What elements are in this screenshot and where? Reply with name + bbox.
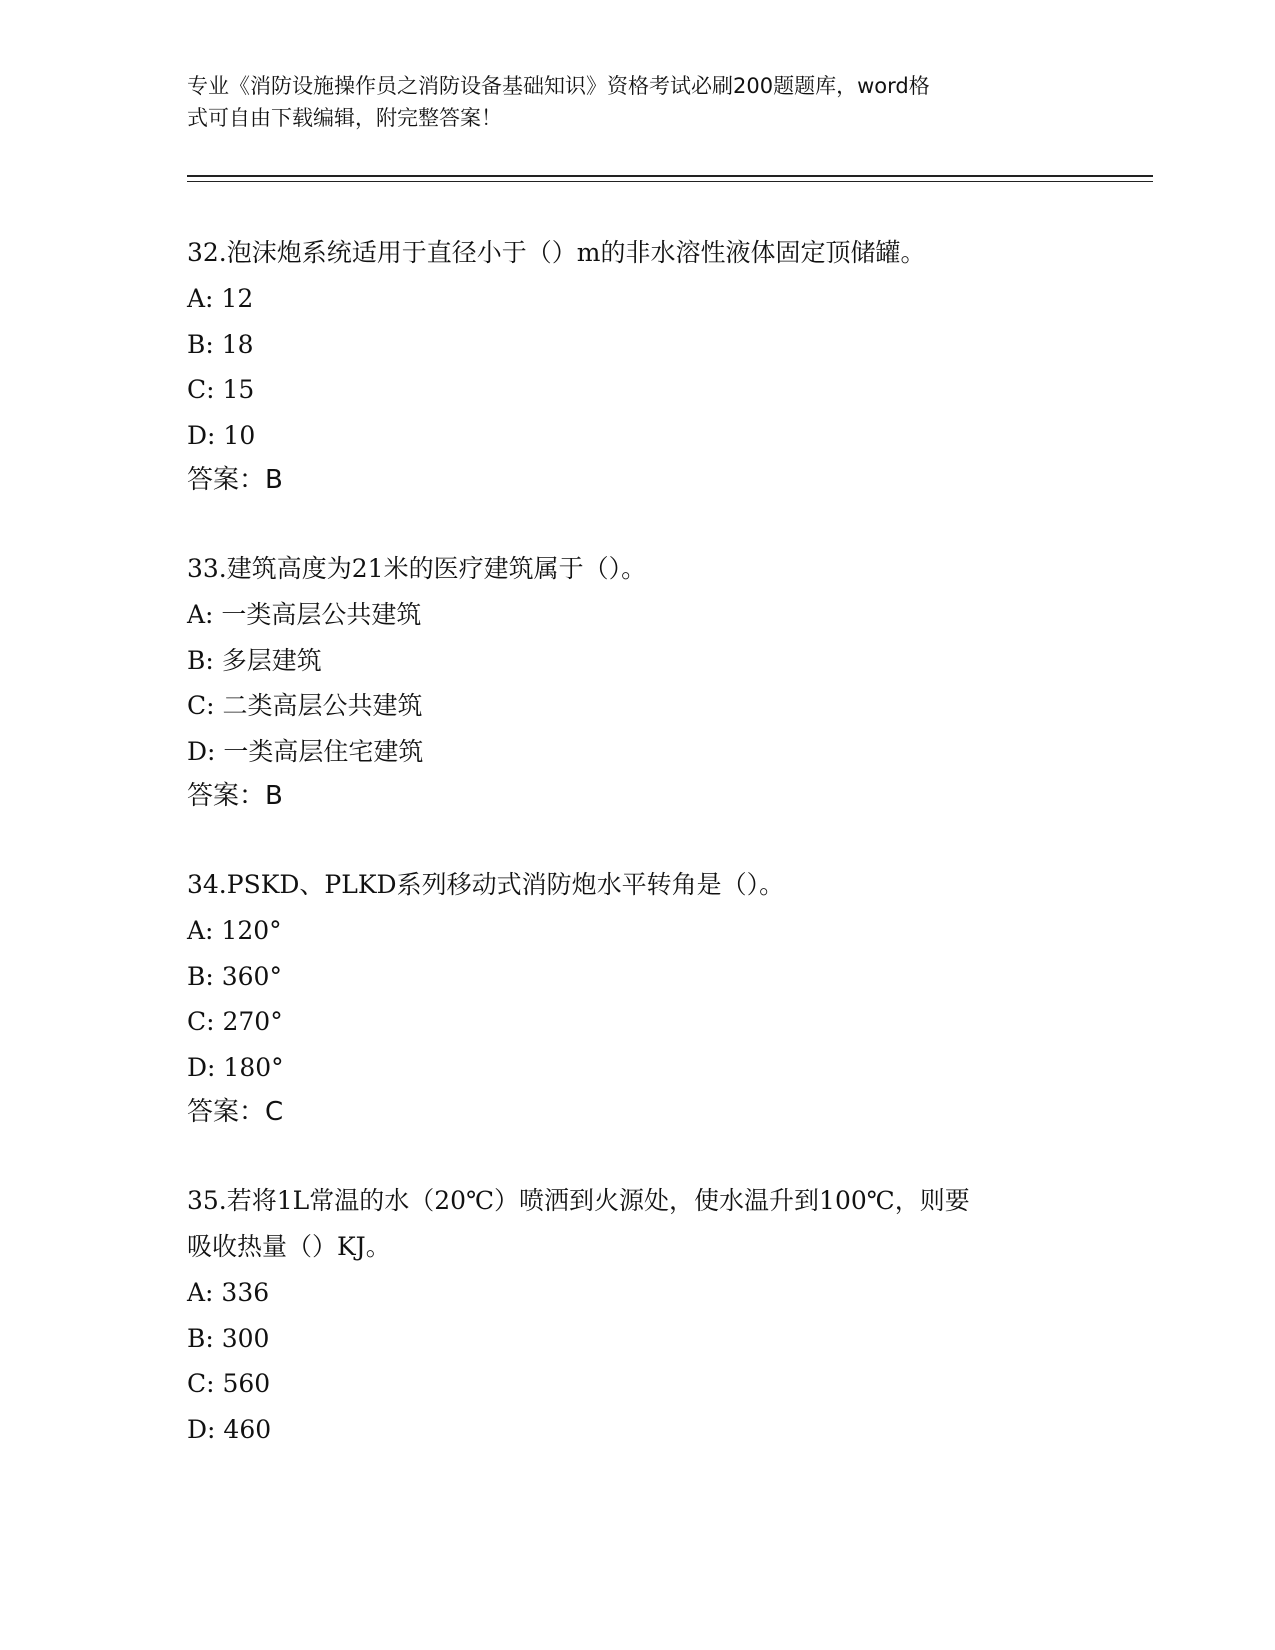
option-d: D: 460 bbox=[187, 1414, 272, 1444]
option-d: D: 180° bbox=[187, 1052, 284, 1082]
option-b: B: 多层建筑 bbox=[187, 645, 322, 675]
option-b: B: 300 bbox=[187, 1323, 270, 1353]
option-a: A: 12 bbox=[187, 284, 254, 313]
question-stem: 32.泡沫炮系统适用于直径小于（）m的非水溶性液体固定顶储罐。 bbox=[187, 238, 926, 267]
document-header bbox=[187, 70, 1067, 134]
option-c: C: 15 bbox=[187, 375, 255, 404]
question-stem-line-2: 吸收热量（）KJ。 bbox=[187, 1232, 391, 1261]
header-line-1: 专业《消防设施操作员之消防设备基础知识》资格考试必刷200题题库，word格 bbox=[187, 74, 930, 98]
option-a: A: 336 bbox=[187, 1278, 270, 1307]
question-32 bbox=[187, 230, 1087, 502]
option-a: A: 120° bbox=[187, 916, 282, 945]
option-b: B: 360° bbox=[187, 961, 282, 991]
answer: 答案：C bbox=[187, 1097, 284, 1127]
answer: 答案：B bbox=[187, 781, 283, 811]
question-stem-line-1: 35.若将1L常温的水（20℃）喷洒到火源处，使水温升到100℃，则要 bbox=[187, 1186, 970, 1215]
question-stem: 33.建筑高度为21米的医疗建筑属于（）。 bbox=[187, 554, 647, 583]
question-stem: 34.PSKD、PLKD系列移动式消防炮水平转角是（）。 bbox=[187, 870, 785, 899]
option-c: C: 270° bbox=[187, 1007, 283, 1036]
question-34 bbox=[187, 862, 1087, 1134]
question-33 bbox=[187, 546, 1087, 818]
option-d: D: 一类高层住宅建筑 bbox=[187, 736, 424, 766]
option-b: B: 18 bbox=[187, 329, 254, 359]
header-divider-bottom bbox=[187, 181, 1153, 182]
option-c: C: 二类高层公共建筑 bbox=[187, 691, 423, 720]
option-a: A: 一类高层公共建筑 bbox=[187, 600, 422, 629]
option-c: C: 560 bbox=[187, 1369, 271, 1398]
answer: 答案：B bbox=[187, 465, 283, 495]
question-35 bbox=[187, 1178, 1087, 1452]
option-d: D: 10 bbox=[187, 420, 256, 450]
header-line-2: 式可自由下载编辑，附完整答案！ bbox=[187, 106, 502, 130]
header-divider-top bbox=[187, 175, 1153, 177]
